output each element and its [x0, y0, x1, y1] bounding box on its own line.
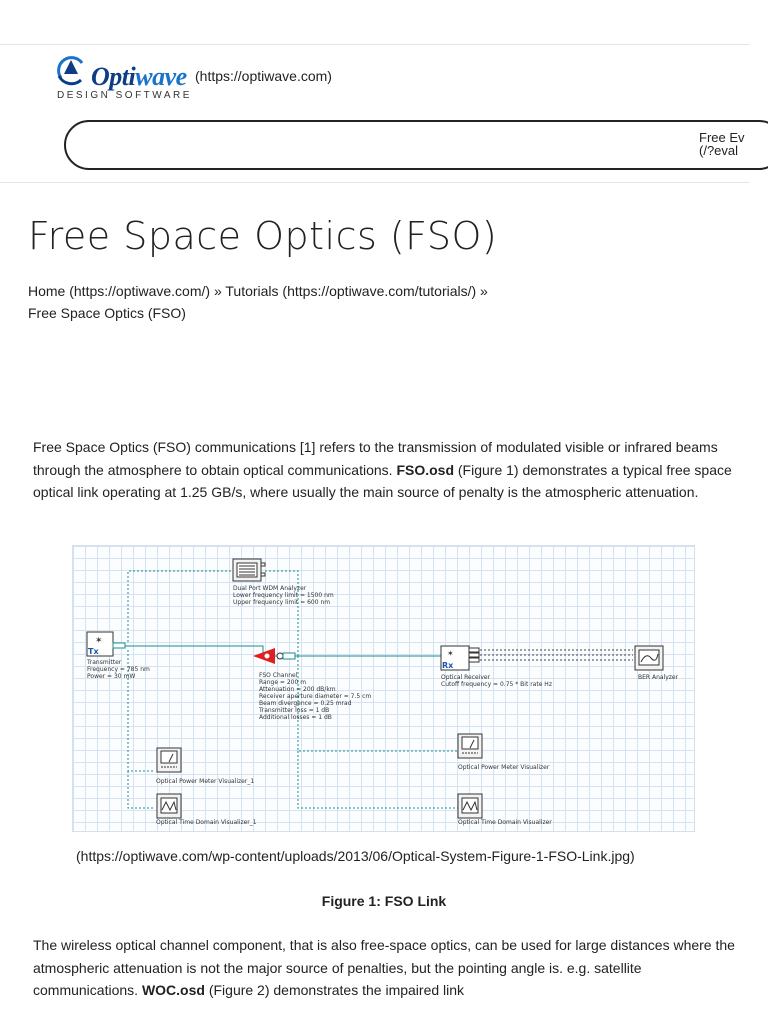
fso-channel-label: FSO Channel	[259, 672, 298, 679]
time-domain-1-block[interactable]	[157, 794, 181, 818]
free-evaluation-link[interactable]: Free Ev (/?eval	[699, 130, 745, 158]
logo-link[interactable]: (https://optiwave.com)	[195, 68, 332, 84]
fso-channel-param: Range = 200 m	[259, 679, 307, 686]
breadcrumb-current: Free Space Optics (FSO)	[28, 305, 186, 321]
figure-caption: Figure 1: FSO Link	[321, 893, 447, 909]
fso-link-diagram[interactable]	[72, 545, 695, 832]
power-meter-2-block[interactable]	[458, 734, 482, 758]
diagram-canvas	[73, 546, 696, 833]
site-header	[55, 52, 455, 104]
ber-label: BER Analyzer	[638, 674, 679, 681]
transmitter-param: Power = 30 mW	[87, 673, 136, 680]
transmitter-param: Frequency = 785 nm	[87, 666, 150, 673]
intro-paragraph: Free Space Optics (FSO) communications [1] refers to the transmission of modulated visible or infrared beams through the atmosphere to obtain optical communications. FSO.osd (Figure 1) demonstrates a typical free space optical link operating at 1.25 GB/s, where usually the main source of penalty is the atmospheric attenuation.	[33, 439, 732, 500]
logo-tagline: DESIGN SOFTWARE	[57, 90, 192, 101]
figure-image-link[interactable]: (https://optiwave.com/wp-content/uploads/2013/06/Optical-System-Figure-1-FSO-Link.jpg)	[76, 848, 635, 864]
top-divider	[0, 44, 750, 45]
header-divider	[0, 182, 750, 183]
receiver-label: Optical Receiver	[441, 674, 491, 681]
time-domain-1-label: Optical Time Domain Visualizer_1	[156, 819, 257, 826]
fso-channel-param: Receiver aperture diameter = 7.5 cm	[259, 693, 372, 700]
transmitter-block[interactable]	[87, 632, 125, 656]
power-meter-2-label: Optical Power Meter Visualizer	[458, 764, 550, 771]
woc-paragraph: The wireless optical channel component, that is also free-space optics, can be used for large distances where the atmospheric attenuation is not the major source of penalties, but the pointing angle is. e.g. satellite communications. WOC.osd (Figure 2) demonstrates the impaired link	[33, 937, 735, 998]
search-bar[interactable]	[64, 120, 768, 170]
time-domain-2-block[interactable]	[458, 794, 482, 818]
svg-text:✶: ✶	[447, 649, 454, 658]
breadcrumb	[28, 280, 508, 324]
svg-text:Rx: Rx	[442, 661, 454, 670]
fso-channel-param: Transmitter loss = 1 dB	[259, 707, 330, 714]
receiver-param: Cutoff frequency = 0.75 * Bit rate Hz	[441, 681, 552, 688]
page-title: Free Space Optics (FSO)	[28, 214, 498, 258]
optical-receiver-block[interactable]	[441, 646, 479, 670]
wdm-param: Lower frequency limit = 1500 nm	[233, 592, 334, 599]
svg-text:Tx: Tx	[88, 647, 99, 656]
fso-channel-param: Additional losses = 1 dB	[259, 714, 332, 721]
fso-channel-param: Beam divergence = 0.25 mrad	[259, 700, 352, 707]
ber-analyzer-block[interactable]	[635, 646, 663, 670]
wdm-label: Dual Port WDM Analyzer	[233, 585, 307, 592]
logo-wordmark[interactable]: Optiwave	[91, 62, 187, 91]
breadcrumb-home[interactable]: Home (https://optiwave.com/)	[28, 283, 211, 299]
power-meter-1-block[interactable]	[157, 748, 181, 772]
breadcrumb-sep: »	[476, 283, 488, 299]
fso-channel-block[interactable]	[253, 648, 295, 664]
transmitter-label: Transmitter	[87, 659, 122, 666]
time-domain-2-label: Optical Time Domain Visualizer	[458, 819, 552, 826]
breadcrumb-sep: »	[210, 283, 226, 299]
breadcrumb-tutorials[interactable]: Tutorials (https://optiwave.com/tutorials/)	[225, 283, 477, 299]
optiwave-logo-icon[interactable]	[55, 54, 89, 86]
power-meter-1-label: Optical Power Meter Visualizer_1	[156, 778, 255, 785]
wdm-param: Upper frequency limit = 600 nm	[233, 599, 331, 606]
wdm-analyzer-block[interactable]	[233, 559, 265, 581]
fso-channel-param: Attenuation = 200 dB/km	[259, 686, 336, 693]
svg-text:✶: ✶	[95, 636, 103, 646]
